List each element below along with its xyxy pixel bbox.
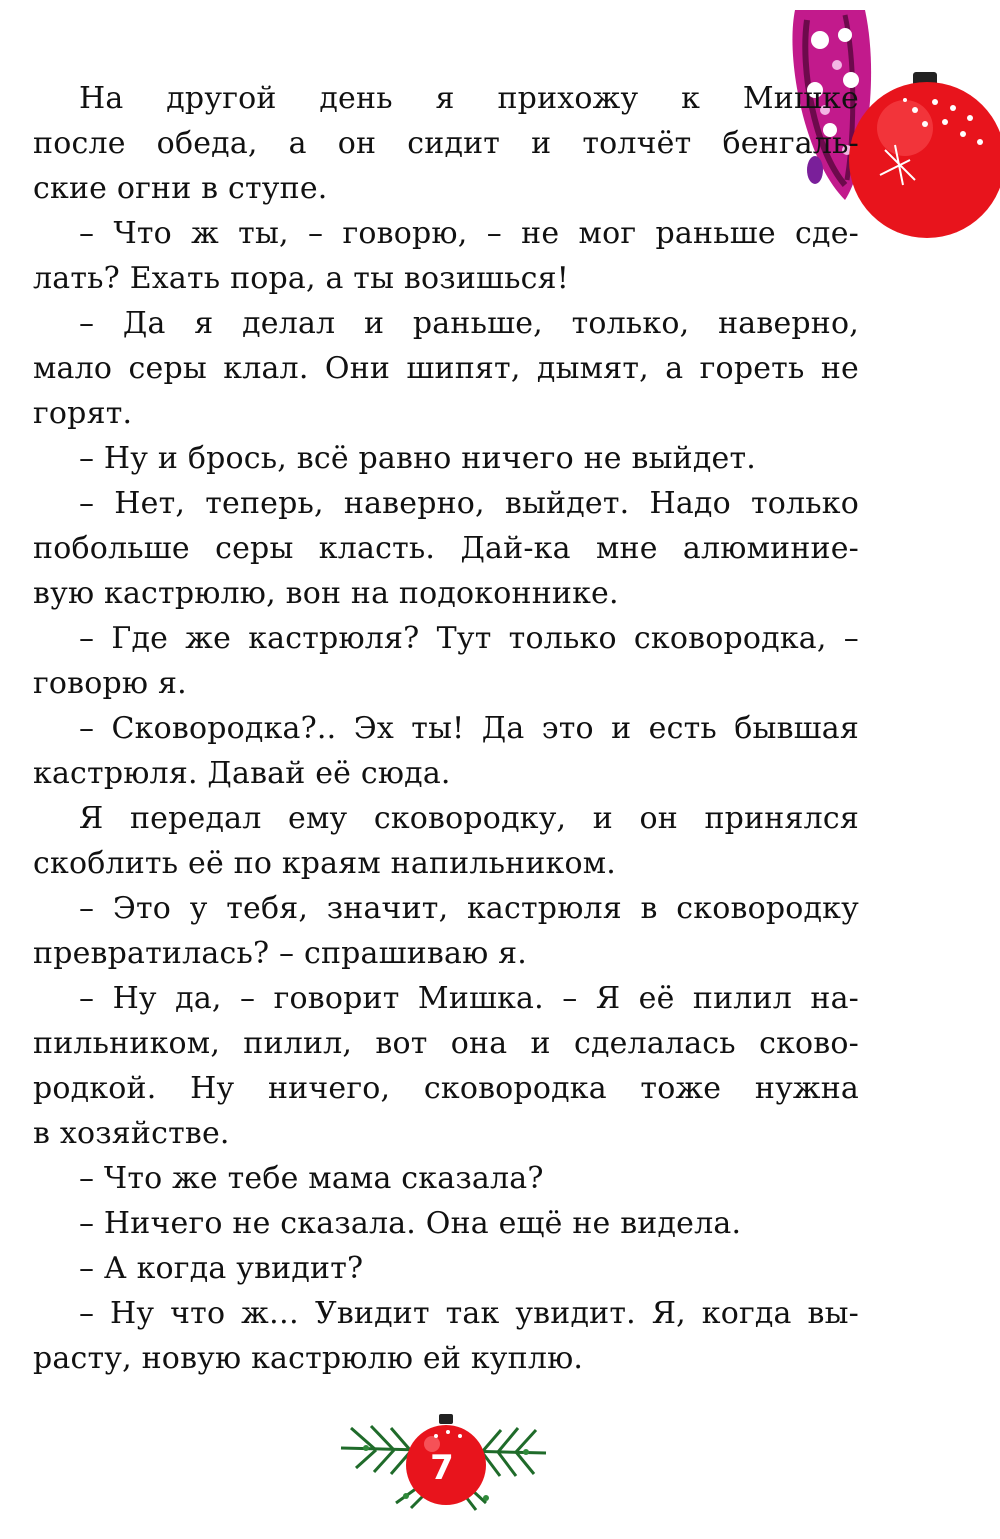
text-line: пильником, пилил, вот она и сделалась сково- (33, 1026, 859, 1061)
text-line: – Что же тебе мама сказала? (79, 1161, 544, 1196)
text-line: в хозяйстве. (33, 1116, 230, 1151)
text-line: – А когда увидит? (79, 1251, 364, 1286)
text-line: вую кастрюлю, вон на подоконнике. (33, 576, 619, 611)
text-line: расту, новую кастрюлю ей куплю. (33, 1341, 584, 1376)
text-line: родкой. Ну ничего, сковородка тоже нужна (33, 1071, 859, 1106)
text-line: – Да я делал и раньше, только, наверно, (79, 306, 859, 341)
text-line: скоблить её по краям напильником. (33, 846, 617, 881)
text-line: – Нет, теперь, наверно, выйдет. Надо только (79, 486, 859, 521)
text-line: – Что ж ты, – говорю, – не мог раньше сде- (79, 216, 859, 251)
page-number: 7 (430, 1448, 454, 1488)
text-line: лать? Ехать пора, а ты возишься! (33, 261, 570, 296)
text-line: кастрюля. Давай её сюда. (33, 756, 451, 791)
text-line: – Ничего не сказала. Она ещё не видела. (79, 1206, 742, 1241)
text-line: На другой день я прихожу к Мишке (79, 81, 859, 116)
red-christmas-ball-icon (849, 72, 1000, 238)
text-line: – Сковородка?.. Эх ты! Да это и есть бывшая (79, 711, 859, 746)
text-line: – Ну да, – говорит Мишка. – Я её пилил на- (79, 981, 859, 1016)
text-line: горят. (33, 396, 133, 431)
text-line: – Ну и брось, всё равно ничего не выйдет. (79, 441, 757, 476)
text-line: – Ну что ж… Увидит так увидит. Я, когда вы- (79, 1296, 859, 1331)
text-line: – Это у тебя, значит, кастрюля в сковородку (79, 891, 859, 926)
text-line: ские огни в ступе. (33, 171, 328, 206)
text-line: – Где же кастрюля? Тут только сковородка, – (79, 621, 859, 656)
text-line: после обеда, а он сидит и толчёт бенгаль- (33, 126, 859, 161)
text-line: мало серы клал. Они шипят, дымят, а гореть не (33, 351, 859, 386)
text-line: Я передал ему сковородку, и он принялся (79, 801, 859, 836)
text-line: говорю я. (33, 666, 187, 701)
text-line: превратилась? – спрашиваю я. (33, 936, 528, 971)
text-line: побольше серы класть. Дай-ка мне алюминие- (33, 531, 859, 566)
